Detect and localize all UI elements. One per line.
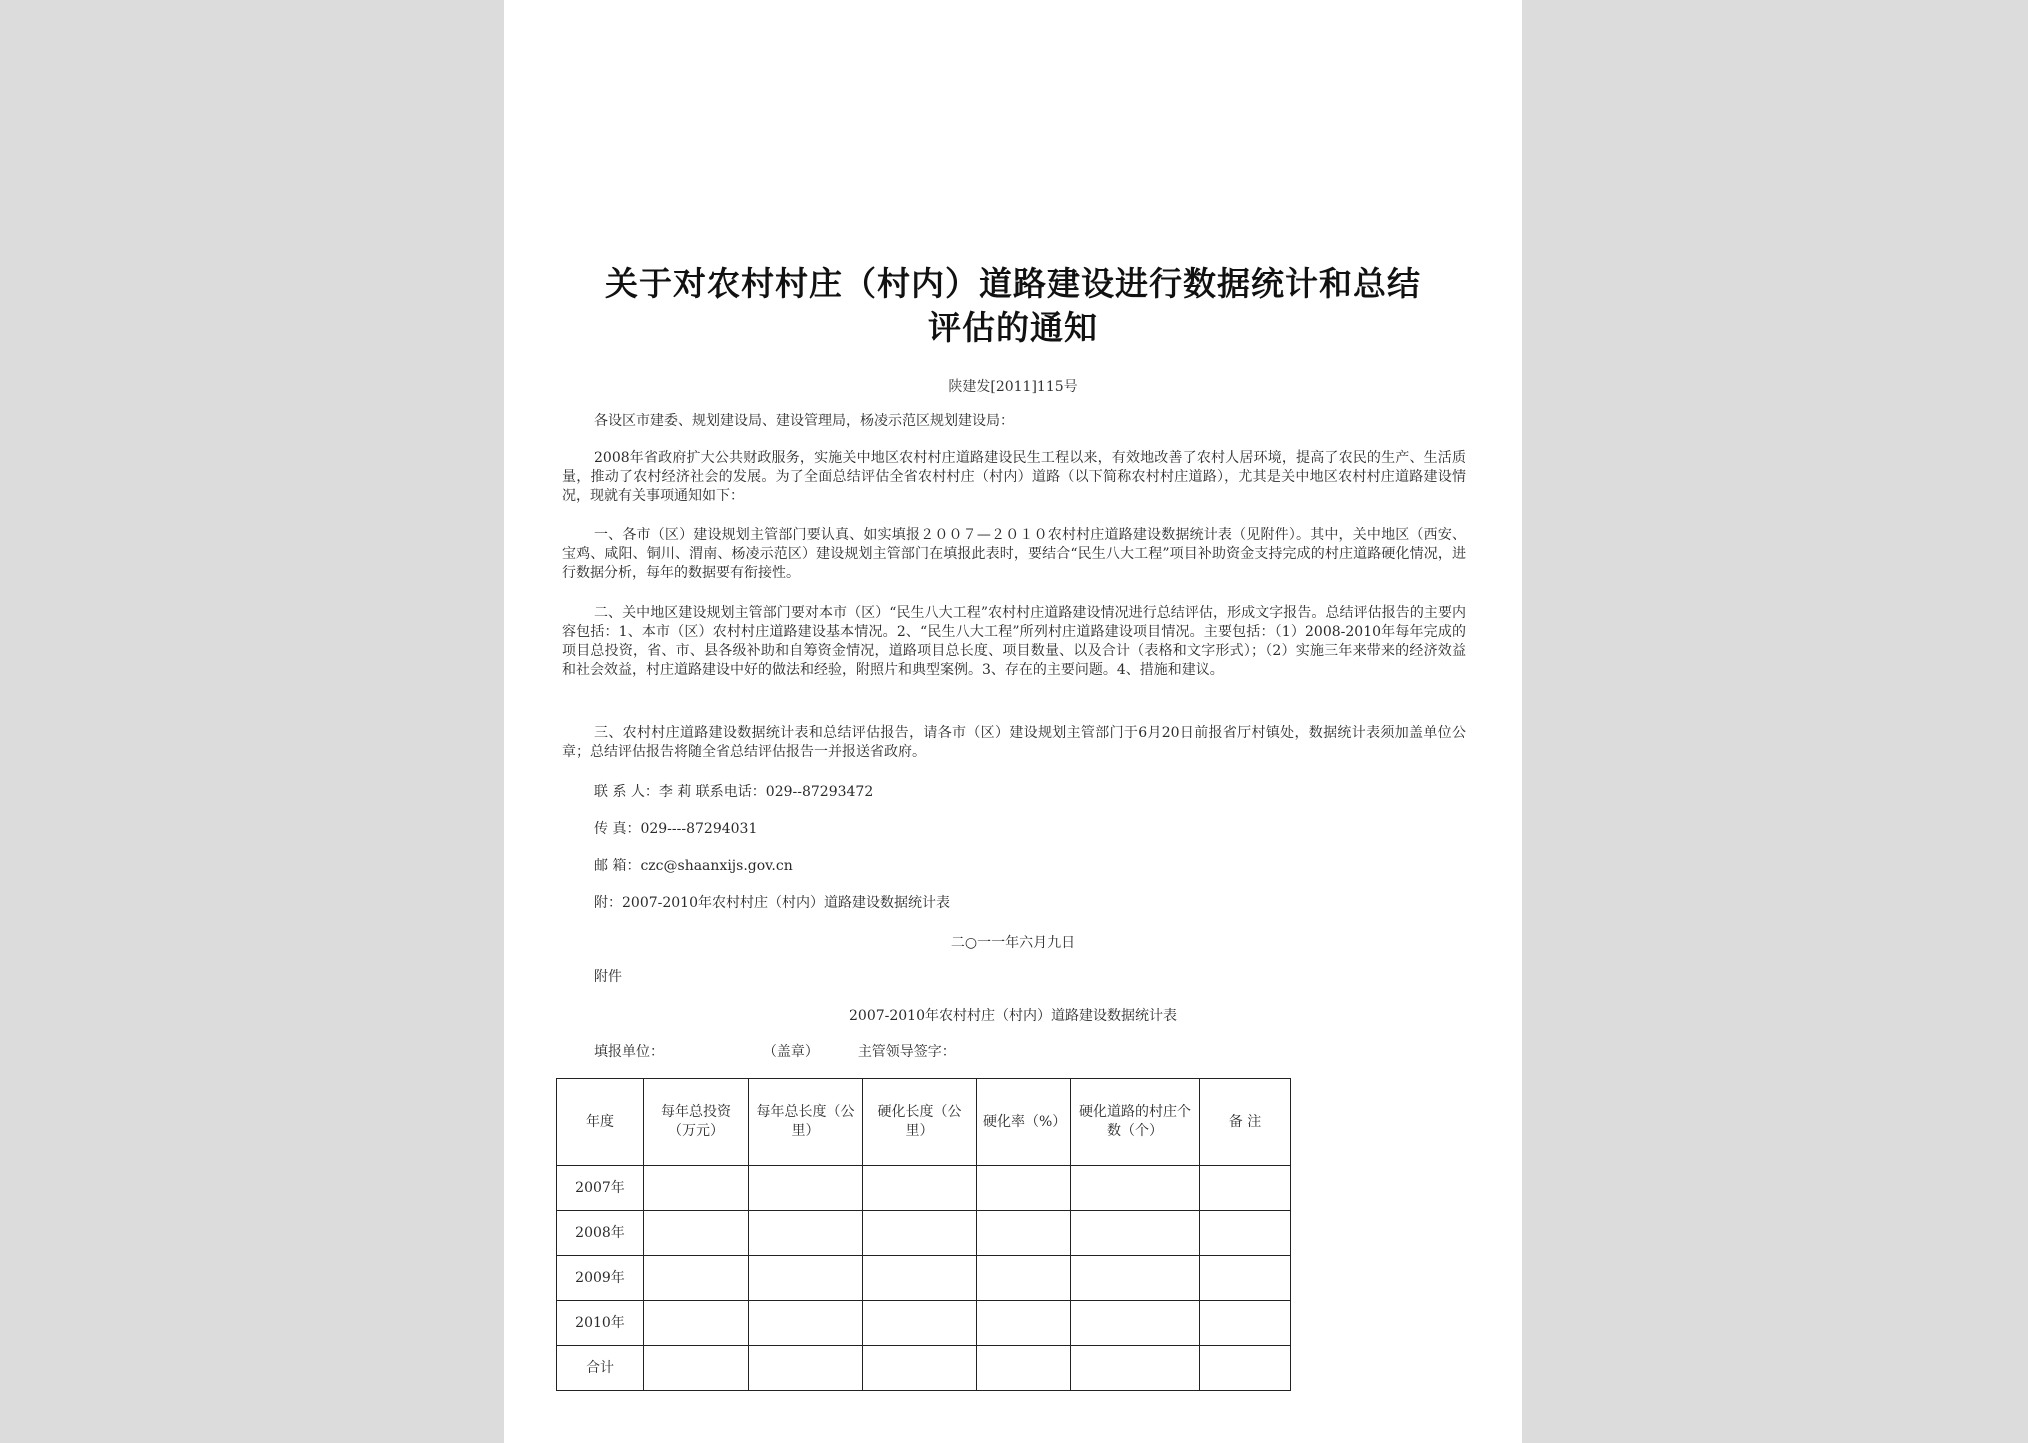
table-row [557, 1166, 1291, 1211]
table-cell [644, 1301, 749, 1346]
annex-label: 附件 [594, 969, 622, 985]
paragraph-item-2: 二、关中地区建设规划主管部门要对本市（区）“民生八大工程”农村村庄道路建设情况进行总结评估，形成文字报告。总结评估报告的主要内容包括：1、本市（区）农村村庄道路建设基本情况。2、“民生八大工程”所列村庄道路建设项目情况。主要包括：（1）2008-2010年每年完成的项目总投资，省、市、县各级补助和自筹资金情况，道路项目总长度、项目数量、以及合计（表格和文字形式）；（2）实施三年来带来的经济效益和社会效益，村庄道路建设中好的做法和经验，附照片和典型案例。3、存在的主要问题。4、措施和建议。 [562, 605, 1466, 678]
table-title: 2007-2010年农村村庄（村内）道路建设数据统计表 [849, 1008, 1177, 1024]
form-seal-label: （盖章） [762, 1044, 819, 1060]
table-cell [863, 1256, 977, 1301]
header-investment: 每年总投资（万元） [644, 1079, 749, 1166]
table-cell [749, 1301, 863, 1346]
row-year-cell: 2007年 [557, 1166, 644, 1211]
row-year-cell: 2009年 [557, 1256, 644, 1301]
table-cell [977, 1256, 1071, 1301]
title-line-2: 评估的通知 [928, 308, 1098, 347]
table-cell [749, 1211, 863, 1256]
table-row [557, 1211, 1291, 1256]
document-number: 陕建发[2011]115号 [948, 379, 1078, 395]
table-cell [863, 1211, 977, 1256]
contact-line: 联 系 人：李 莉 联系电话：029--87293472 [594, 784, 874, 800]
header-village-count: 硬化道路的村庄个数（个） [1071, 1079, 1200, 1166]
statistics-table [556, 1078, 1291, 1391]
table-cell [863, 1301, 977, 1346]
form-sign-label: 主管领导签字： [857, 1044, 956, 1060]
header-hardened-rate: 硬化率（%） [977, 1079, 1071, 1166]
table-row [557, 1346, 1291, 1391]
table-cell [1200, 1346, 1291, 1391]
table-header-row [557, 1079, 1291, 1166]
table-cell [977, 1301, 1071, 1346]
table-row [557, 1301, 1291, 1346]
title-line-1: 关于对农村村庄（村内）道路建设进行数据统计和总结 [605, 264, 1421, 303]
header-year: 年度 [557, 1079, 644, 1166]
table-cell [1071, 1211, 1200, 1256]
table-cell [644, 1346, 749, 1391]
table-cell [1200, 1256, 1291, 1301]
table-cell [977, 1166, 1071, 1211]
table-cell [1071, 1166, 1200, 1211]
form-header-line [594, 1041, 956, 1061]
table-cell [1200, 1166, 1291, 1211]
form-unit-label: 填报单位： [594, 1044, 664, 1060]
header-remarks: 备 注 [1200, 1079, 1291, 1166]
table-cell [644, 1166, 749, 1211]
table-cell [977, 1346, 1071, 1391]
email-line: 邮 箱：czc@shaanxijs.gov.cn [594, 858, 793, 874]
table-cell [1071, 1346, 1200, 1391]
table-cell [1071, 1256, 1200, 1301]
table-cell [1200, 1211, 1291, 1256]
table-cell [749, 1166, 863, 1211]
table-row [557, 1256, 1291, 1301]
table-cell [863, 1346, 977, 1391]
table-cell [977, 1211, 1071, 1256]
row-year-cell: 2008年 [557, 1211, 644, 1256]
row-year-cell: 2010年 [557, 1301, 644, 1346]
fax-line: 传 真：029----87294031 [594, 821, 758, 837]
table-cell [1071, 1301, 1200, 1346]
table-cell [644, 1256, 749, 1301]
document-page [504, 0, 1522, 1443]
table-cell [749, 1346, 863, 1391]
attachment-note: 附：2007-2010年农村村庄（村内）道路建设数据统计表 [594, 895, 950, 911]
header-total-length: 每年总长度（公里） [749, 1079, 863, 1166]
paragraph-item-1: 一、各市（区）建设规划主管部门要认真、如实填报２００７—２０１０农村村庄道路建设数据统计表（见附件）。其中，关中地区（西安、宝鸡、咸阳、铜川、渭南、杨凌示范区）建设规划主管部门在填报此表时，要结合“民生八大工程”项目补助资金支持完成的村庄道路硬化情况，进行数据分析，每年的数据要有衔接性。 [562, 527, 1466, 581]
salutation: 各设区市建委、规划建设局、建设管理局，杨凌示范区规划建设局： [594, 413, 1014, 429]
table-cell [1200, 1301, 1291, 1346]
paragraph-item-3: 三、农村村庄道路建设数据统计表和总结评估报告，请各市（区）建设规划主管部门于6月20日前报省厅村镇处，数据统计表须加盖单位公章；总结评估报告将随全省总结评估报告一并报送省政府。 [562, 725, 1466, 760]
paragraph-intro: 2008年省政府扩大公共财政服务，实施关中地区农村村庄道路建设民生工程以来，有效地改善了农村人居环境，提高了农民的生产、生活质量，推动了农村经济社会的发展。为了全面总结评估全省农村村庄（村内）道路（以下简称农村村庄道路），尤其是关中地区农村村庄道路建设情况，现就有关事项通知如下： [562, 450, 1466, 504]
table-cell [644, 1211, 749, 1256]
document-title [544, 262, 1482, 350]
row-total-cell: 合计 [557, 1346, 644, 1391]
table-cell [863, 1166, 977, 1211]
header-hardened-length: 硬化长度（公里） [863, 1079, 977, 1166]
issue-date: 二○一一年六月九日 [950, 935, 1076, 951]
table-cell [749, 1256, 863, 1301]
